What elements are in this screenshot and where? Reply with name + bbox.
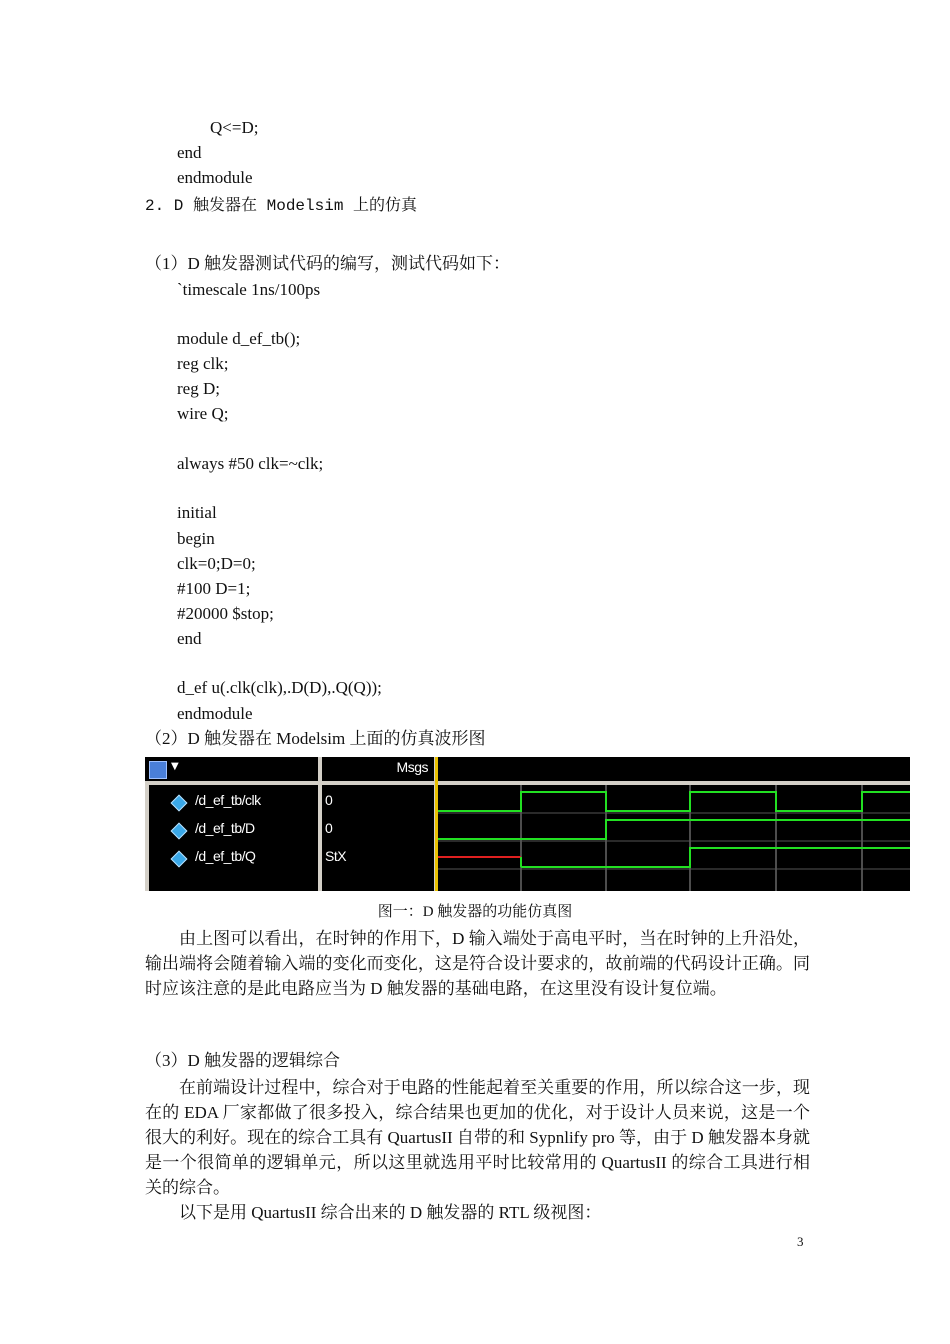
- signal-value: 0: [325, 820, 333, 836]
- waveform-plot: [438, 785, 910, 891]
- code-line: module d_ef_tb();: [177, 329, 301, 348]
- paragraph: [145, 1200, 810, 1225]
- signal-values-pane: [322, 785, 434, 891]
- subsection-heading: （3）D 触发器的逻辑综合: [145, 1051, 341, 1070]
- paragraph-text: 以下是用 QuartusII 综合出来的 D 触发器的 RTL 级视图：: [179, 1203, 602, 1222]
- code-line: d_ef u(.clk(clk),.D(D),.Q(Q));: [177, 678, 382, 697]
- code-line: end: [177, 143, 202, 162]
- code-line: reg clk;: [177, 354, 229, 373]
- signal-name: /d_ef_tb/D: [195, 820, 255, 836]
- signal-value: 0: [325, 792, 333, 808]
- paragraph-text: 由上图可以看出，在时钟的作用下，D 输入端处于高电平时，当在时钟的上升沿处，输出端将会随着输入端的变化而变化，这是符合设计要求的，故前端的代码设计正确。同时应该注意的是此电路应当为 D 触发器的基础电路，在这里没有设计复位端。: [145, 929, 810, 998]
- signal-diamond-icon: [171, 795, 188, 812]
- code-line: endmodule: [177, 168, 253, 187]
- waveform-svg: [438, 785, 910, 891]
- time-cursor: [435, 757, 438, 891]
- subsection-heading: （2）D 触发器在 Modelsim 上面的仿真波形图: [145, 729, 486, 748]
- code-line: begin: [177, 529, 215, 548]
- signal-diamond-icon: [171, 823, 188, 840]
- subsection-heading: （1）D 触发器测试代码的编写，测试代码如下：: [145, 254, 511, 273]
- code-line: end: [177, 629, 202, 648]
- code-line: endmodule: [177, 704, 253, 723]
- code-line: `timescale 1ns/100ps: [177, 280, 321, 299]
- code-line: initial: [177, 503, 217, 522]
- paragraph-text: 在前端设计过程中，综合对于电路的性能起着至关重要的作用，所以综合这一步，现在的 EDA 厂家都做了很多投入，综合结果也更加的优化，对于设计人员来说，这是一个很大的利好。现在的综合工具有 QuartusII 自带的和 Sypnlify pro 等，由于 D 触发器本身就是一个很简单的逻辑单元，所以这里就选用平时比较常用的 QuartusII 的综合工具进行相关的综合。: [145, 1078, 810, 1197]
- signal-name: /d_ef_tb/Q: [195, 848, 256, 864]
- q-trace: [521, 848, 910, 867]
- tool-icon: [149, 761, 167, 779]
- signal-value: StX: [325, 848, 347, 864]
- code-line: wire Q;: [177, 404, 229, 423]
- code-line: reg D;: [177, 379, 220, 398]
- paragraph: [145, 926, 810, 1001]
- code-line: Q<=D;: [210, 118, 259, 137]
- section-heading: 2. D 触发器在 Modelsim 上的仿真: [145, 197, 418, 215]
- signal-name: /d_ef_tb/clk: [195, 792, 261, 808]
- wave-toolbar: [145, 757, 318, 781]
- page-number: 3: [797, 1234, 804, 1249]
- code-line: always #50 clk=~clk;: [177, 454, 324, 473]
- figure-caption: 图一：D 触发器的功能仿真图: [377, 904, 573, 920]
- msgs-header: [322, 757, 434, 781]
- clk-trace: [438, 792, 910, 811]
- code-line: #20000 $stop;: [177, 604, 274, 623]
- dropdown-arrow-icon: ▼: [171, 761, 179, 772]
- code-line: clk=0;D=0;: [177, 554, 256, 573]
- d-trace: [438, 820, 910, 839]
- msgs-label: Msgs: [396, 759, 428, 775]
- signal-diamond-icon: [171, 851, 188, 868]
- code-line: #100 D=1;: [177, 579, 251, 598]
- wave-header: [438, 757, 910, 781]
- paragraph: [145, 1075, 810, 1200]
- signal-names-pane: [149, 785, 318, 891]
- waveform-screenshot: [145, 757, 910, 891]
